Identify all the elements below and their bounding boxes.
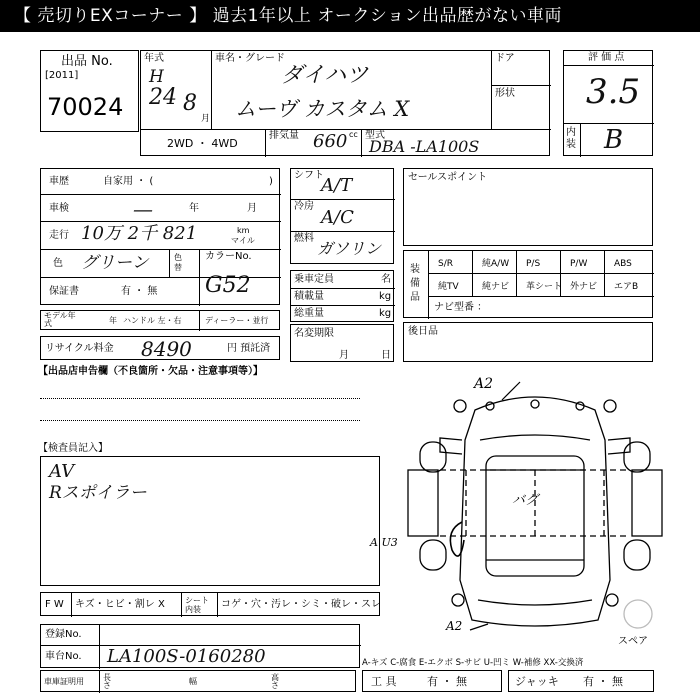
equipment-label: 装備品 (410, 264, 420, 303)
inspection-label: 車検 (49, 203, 69, 214)
condition-bar (40, 592, 380, 616)
vehicle-info-box (140, 50, 550, 156)
type-value: DBA -LA100S (369, 137, 480, 156)
rear-damage-mark: A2 (446, 619, 463, 633)
condition-items-1: キズ・ヒビ・割レ X (75, 599, 165, 610)
fuel-value: ガソリン (317, 239, 382, 258)
name-grade-label: 車名・グレード (215, 53, 285, 64)
model-year-unit: 年 (109, 316, 117, 325)
recycle-row (40, 336, 280, 360)
name-change-box (290, 324, 394, 362)
maker-value: ダイハツ (281, 63, 369, 88)
warranty-label: 保証書 (49, 286, 79, 297)
mileage-label: 走行 (49, 230, 69, 241)
title-banner: 【 売切りEXコーナー 】 過去1年以上 オークション出品歴がない車両 (0, 0, 700, 32)
model-year-row (40, 310, 280, 330)
jack-label: ジャッキ (515, 675, 559, 688)
center-mark: バグ (512, 493, 539, 508)
navi-model-label: ナビ型番 ： (434, 302, 488, 313)
capacity-box (290, 270, 394, 322)
dealer-label: ディーラー・並行 (205, 316, 269, 325)
seats-unit: 名 (381, 274, 391, 285)
seat-interior-label: シート内装 (185, 596, 209, 614)
later-date-box (403, 322, 653, 362)
gross-label: 総重量 (294, 308, 324, 319)
shape-label: 形状 (495, 88, 515, 99)
wheel-rear-left (420, 540, 446, 570)
history-close: ) (269, 176, 273, 187)
interior-value: B (604, 125, 624, 155)
mile-unit: マイル (231, 236, 255, 245)
recycle-unit: 円 預託済 (227, 343, 271, 354)
fuel-label: 燃料 (294, 233, 314, 244)
tools-options: 有 ・ 無 (427, 675, 467, 688)
equipment-item: S/R (438, 259, 453, 269)
recycle-label: リサイクル料金 (45, 343, 114, 354)
shift-value: A/T (321, 175, 353, 196)
inspection-value: — (133, 197, 153, 221)
color-no-label: カラーNo. (205, 251, 252, 262)
model-value: ムーヴ カスタム X (235, 97, 410, 121)
width-label: 幅 (189, 677, 197, 686)
tools-label: 工 具 (371, 675, 397, 688)
wheel-rear-right (624, 540, 650, 570)
month-unit: 月 (201, 114, 211, 124)
cc-unit: cc (349, 130, 358, 139)
lot-year-tag: [2011] (45, 70, 79, 81)
model-year-label: モデル年式 (44, 311, 76, 328)
inspector-note-1: AV (49, 461, 75, 482)
sales-point-box (403, 168, 653, 246)
inspector-box (40, 456, 380, 586)
history-value: 自家用 ・ ( (103, 176, 154, 187)
equipment-box (403, 250, 653, 318)
interior-label: 内装 (566, 127, 576, 150)
spare-tire (624, 600, 652, 628)
type-label: 型式 (365, 130, 385, 141)
mileage-value: 10万 2千 821 (81, 223, 198, 244)
era-value: H (149, 67, 164, 87)
equipment-item: エアB (614, 282, 639, 292)
history-box (40, 168, 280, 305)
gross-unit: kg (379, 308, 392, 319)
jack-box (508, 670, 654, 692)
recycle-value: 8490 (141, 337, 192, 361)
chassis-value: LA100S-0160280 (107, 646, 266, 667)
score-value: 3.5 (586, 72, 641, 112)
wheel-front-right (624, 442, 650, 472)
front-damage-mark: A2 (474, 376, 494, 392)
drivetrain-box (290, 168, 394, 264)
color-value: グリーン (81, 253, 149, 273)
history-label: 車歴 (49, 176, 69, 187)
later-date-label: 後日品 (408, 326, 438, 337)
wheel-front-left (420, 442, 446, 472)
displacement-label: 排気量 (269, 130, 299, 141)
lot-label: 出品 No. (61, 54, 113, 69)
sales-point-label: セールスポイント (408, 172, 488, 183)
registration-label: 登録No. (45, 629, 82, 640)
lot-number-box (40, 50, 139, 132)
car-diagram (370, 370, 680, 660)
name-change-day: 日 (381, 350, 391, 361)
jack-options: 有 ・ 無 (583, 675, 623, 688)
cooling-label: 冷房 (294, 201, 314, 212)
inspection-month-unit: 月 (247, 203, 257, 214)
shift-label: シフト (294, 170, 324, 181)
month-value: 8 (183, 91, 197, 116)
color-change-label: 色替 (174, 253, 182, 272)
name-change-label: 名変期限 (294, 328, 334, 339)
km-unit: km (237, 226, 250, 235)
lot-number: 70024 (47, 93, 124, 121)
registration-box (40, 624, 360, 668)
equipment-item: 純ナビ (482, 282, 510, 292)
handle-label: ハンドル 左・右 (123, 316, 182, 325)
right-damage-mark: A U3 (370, 536, 398, 549)
inspector-label: 【検査員記入】 (38, 443, 108, 454)
score-label: 評 価 点 (588, 52, 625, 63)
warranty-options: 有 ・ 無 (121, 286, 158, 297)
door-label: ドア (495, 53, 515, 64)
seats-label: 乗車定員 (294, 274, 334, 285)
grade-box (563, 50, 653, 156)
garage-cert-box (40, 670, 356, 692)
equipment-item: 革シート (526, 282, 563, 292)
tools-box (362, 670, 502, 692)
equipment-item: P/W (570, 259, 588, 269)
color-no-value: G52 (205, 273, 251, 298)
era-label: 年式 (144, 53, 164, 64)
load-unit: kg (379, 291, 392, 302)
length-label: 長さ (103, 673, 111, 690)
drive-label: 2WD ・ 4WD (167, 137, 238, 150)
equipment-item: 純TV (438, 282, 459, 292)
condition-items-2: コゲ・穴・汚レ・シミ・破レ・スレ (221, 599, 381, 610)
equipment-item: ABS (614, 259, 632, 269)
declaration-label: 【出品店申告欄（不良箇所・欠品・注意事項等）】 (38, 366, 263, 377)
color-label: 色 (53, 258, 63, 269)
fw-label: F W (45, 599, 64, 610)
height-label: 高さ (271, 673, 279, 690)
chassis-label: 車台No. (45, 651, 82, 662)
equipment-item: P/S (526, 259, 541, 269)
inspection-year-unit: 年 (189, 203, 199, 214)
load-label: 積載量 (294, 291, 324, 302)
equipment-item: 外ナビ (570, 282, 598, 292)
name-change-month: 月 (339, 350, 349, 361)
year-value: 24 (149, 85, 177, 110)
cooling-value: A/C (321, 207, 354, 228)
damage-legend: A-キズ C-腐食 E-エクボ S-サビ U-凹ミ W-補修 XX-交換済 (362, 658, 584, 668)
inspector-note-2: Rスポイラー (49, 483, 147, 503)
spare-label: スペア (618, 636, 648, 647)
garage-cert-label: 車庫証明用 (44, 677, 84, 686)
displacement-value: 660 (313, 131, 348, 152)
equipment-item: 純A/W (482, 259, 510, 269)
